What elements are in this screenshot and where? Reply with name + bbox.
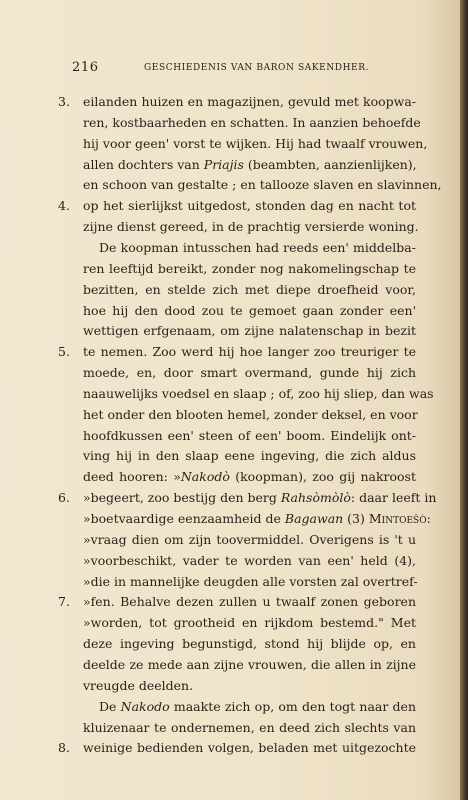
text-line: De koopman intusschen had reeds een' middelba- xyxy=(99,239,416,255)
text-line: hoe hij den dood zou te gemoet gaan zonder een' xyxy=(83,302,416,318)
text-line: hoofdkussen een' steen of een' boom. Eindelijk ont- xyxy=(83,427,416,443)
text-line: deelde ze mede aan zijne vrouwen, die allen in zijne xyxy=(83,656,416,672)
text-line: bezitten, en stelde zich met diepe droefheid voor, xyxy=(83,281,416,297)
text-line: vreugde deelden. xyxy=(83,677,194,693)
text-line: deed hooren: »Nakodò (koopman), zoo gij nakroost xyxy=(83,469,416,485)
text-line: allen dochters van Priajis (beambten, aanzienlijken), xyxy=(83,156,417,172)
text-line: »boetvaardige eenzaamheid de Bagawan (3) Mintoeŝò: xyxy=(83,511,431,526)
verse-number: 4. xyxy=(58,198,70,214)
text-line: wettigen erfgenaam, om zijne nalatenschap in bezit xyxy=(83,323,416,339)
text-line: »vraag dien om zijn toovermiddel. Overigens is 't u xyxy=(83,531,416,547)
verse-number: 3. xyxy=(58,94,70,109)
text-line: weinige bedienden volgen, beladen met uitgezochte xyxy=(83,740,416,756)
text-line: op het sierlijkst uitgedost, stonden dag en nacht tot xyxy=(83,198,416,214)
text-line: hij voor geen' vorst te wijken. Hij had twaalf vrouwen, xyxy=(83,135,428,151)
text-line: eilanden huizen en magazijnen, gevuld met koopwa- xyxy=(83,94,416,109)
text-line: te nemen. Zoo werd hij hoe langer zoo treuriger te xyxy=(83,344,416,360)
page-number: 216 xyxy=(72,60,99,75)
text-line: »fen. Behalve dezen zullen u twaalf zonen geboren xyxy=(83,594,416,610)
verse-number: 8. xyxy=(58,740,70,756)
text-line: zijne dienst gereed, in de prachtig versierde woning. xyxy=(83,219,419,235)
text-line: naauwelijks voedsel en slaap ; of, zoo hij sliep, dan was xyxy=(83,385,434,401)
text-line: ren, kostbaarheden en schatten. In aanzien behoefde xyxy=(83,114,421,130)
verse-number: 7. xyxy=(58,594,70,610)
text-line: deze ingeving begunstigd, stond hij blijde op, en xyxy=(83,636,416,652)
text-line: »worden, tot grootheid en rijkdom bestemd." Met xyxy=(83,615,416,631)
text-line: moede, en, door smart overmand, gunde hij zich xyxy=(83,365,416,381)
text-line: »begeert, zoo bestijg den berg Rahsòmòlò: daar leeft in xyxy=(83,490,437,506)
text-line: ren leeftijd bereikt, zonder nog nakomelingschap te xyxy=(83,260,416,276)
running-title: GESCHIEDENIS VAN BARON SAKENDHER. xyxy=(144,63,370,73)
text-line: en schoon van gestalte ; en tallooze slaven en slavinnen, xyxy=(83,177,442,193)
page-header xyxy=(72,60,402,76)
text-line: De Nakodo maakte zich op, om den togt naar den xyxy=(99,698,416,714)
text-line: ving hij in den slaap eene ingeving, die zich aldus xyxy=(83,448,416,464)
text-line: »die in mannelijke deugden alle vorsten zal overtref- xyxy=(83,573,418,589)
text-line: het onder den blooten hemel, zonder deksel, en voor xyxy=(83,406,418,422)
text-line: kluizenaar te ondernemen, en deed zich slechts van xyxy=(83,719,416,735)
verse-number: 6. xyxy=(58,490,70,506)
text-line: »voorbeschikt, vader te worden van een' held (4), xyxy=(83,552,416,568)
verse-number: 5. xyxy=(58,344,70,360)
page-edge xyxy=(460,0,468,800)
